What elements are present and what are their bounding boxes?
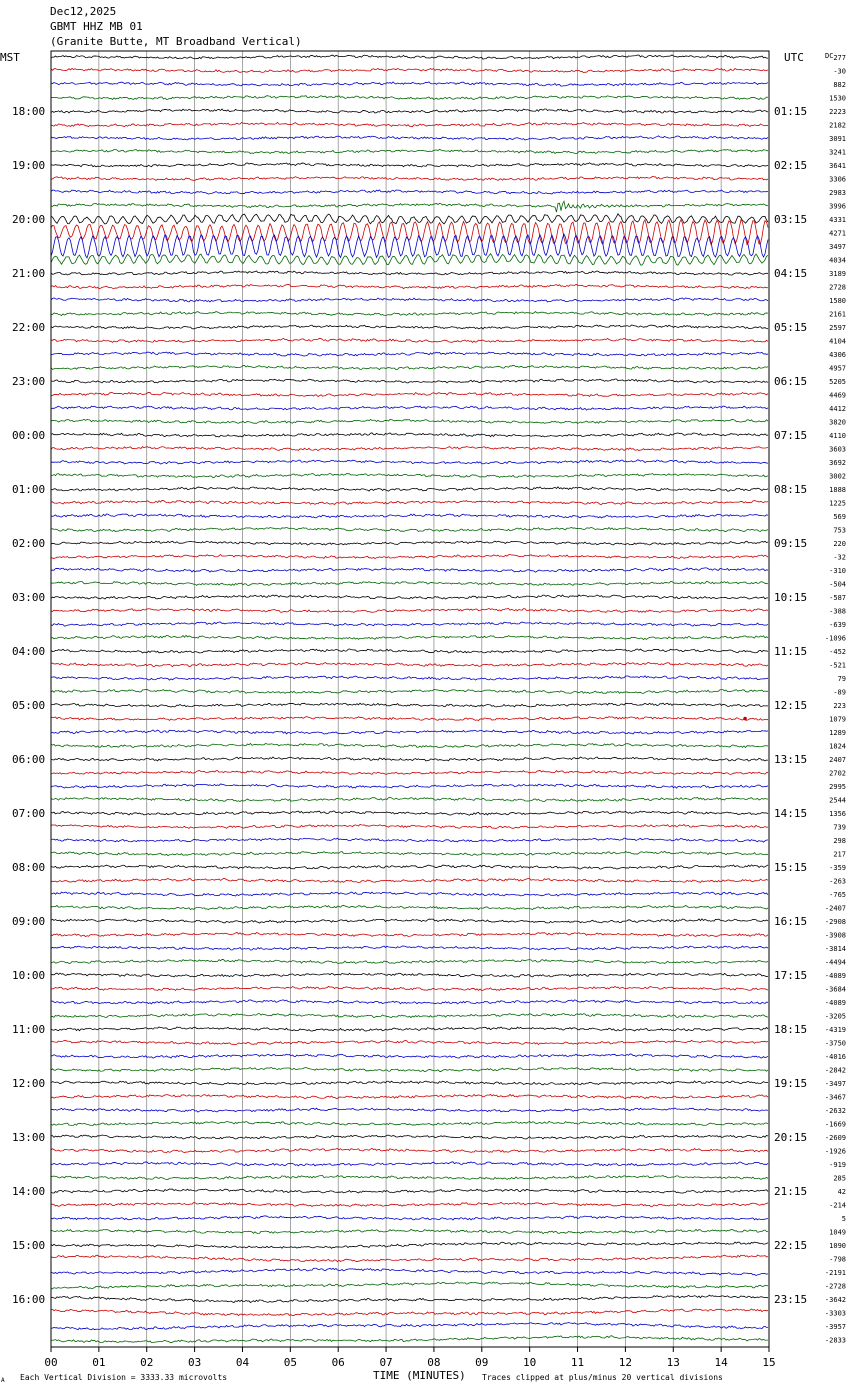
- right-hour-label: 23:15: [774, 1293, 808, 1306]
- division-note: Each Vertical Division = 3333.33 microvolts: [20, 1373, 228, 1382]
- dc-offset-label: 5205: [829, 378, 846, 386]
- trace-64: [51, 919, 768, 923]
- trace-2: [51, 82, 768, 86]
- dc-offset-label: -3957: [824, 1323, 846, 1331]
- trace-8: [51, 163, 768, 167]
- dc-offset-label: -765: [829, 891, 846, 899]
- header-description: (Granite Butte, MT Broadband Vertical): [50, 35, 302, 48]
- trace-73: [51, 1040, 768, 1044]
- trace-62: [51, 892, 768, 896]
- dc-offset-label: 1888: [829, 486, 846, 494]
- x-tick-label-07: 07: [379, 1356, 393, 1369]
- trace-45: [51, 662, 768, 666]
- trace-40: [51, 595, 768, 599]
- right-hour-label: 21:15: [774, 1185, 808, 1198]
- x-tick-label-04: 04: [235, 1356, 250, 1369]
- right-hour-label: 16:15: [774, 915, 808, 928]
- dc-offset-label: 4034: [829, 256, 846, 265]
- left-hour-label: 07:00: [12, 807, 46, 820]
- right-hour-label: 09:15: [774, 537, 808, 550]
- trace-69: [51, 986, 768, 990]
- trace-14: [51, 234, 768, 258]
- dc-offset-label: -919: [829, 1161, 846, 1169]
- x-tick-label-13: 13: [666, 1356, 680, 1369]
- trace-19: [51, 312, 768, 316]
- dc-offset-label: -3684: [824, 985, 846, 994]
- dc-offset-label: -2908: [824, 918, 846, 926]
- left-hour-label: 23:00: [12, 375, 46, 388]
- dc-offset-label: -4016: [824, 1053, 846, 1061]
- dc-offset-label: 4957: [829, 364, 846, 373]
- trace-11: [51, 201, 768, 212]
- right-timezone-label: UTC: [784, 51, 804, 64]
- dc-offset-label: -89: [833, 688, 846, 697]
- left-hour-label: 15:00: [12, 1239, 46, 1252]
- dc-offset-label: 3820: [829, 418, 846, 427]
- trace-92: [51, 1295, 768, 1302]
- left-hour-label: 13:00: [12, 1131, 46, 1144]
- x-tick-label-03: 03: [187, 1356, 202, 1369]
- right-hour-label: 04:15: [774, 267, 808, 280]
- dc-offset-label: -4494: [824, 958, 846, 967]
- dc-offset-label: 3091: [829, 135, 846, 143]
- trace-75: [51, 1068, 768, 1072]
- dc-offset-label: -3642: [824, 1296, 846, 1304]
- trace-87: [51, 1229, 768, 1233]
- left-hour-label: 16:00: [12, 1293, 46, 1306]
- right-hour-label: 11:15: [774, 645, 808, 658]
- right-hour-label: 06:15: [774, 375, 808, 388]
- trace-83: [51, 1175, 768, 1179]
- dc-offset-label: -3497: [824, 1080, 846, 1088]
- dc-offset-label: 2728: [829, 283, 846, 292]
- dc-offset-label: -639: [829, 621, 846, 629]
- dc-label: DC: [825, 52, 834, 60]
- trace-28: [51, 433, 768, 437]
- header-date: Dec12,2025: [50, 5, 117, 18]
- trace-86: [51, 1216, 768, 1220]
- dc-offset-label: 3996: [829, 202, 846, 211]
- trace-77: [51, 1094, 768, 1098]
- x-axis-label: TIME (MINUTES): [373, 1369, 466, 1382]
- dc-offset-label: -2842: [824, 1066, 846, 1075]
- dc-offset-label: 217: [833, 850, 846, 859]
- trace-81: [51, 1148, 768, 1152]
- left-timezone-label: MST: [0, 51, 20, 64]
- dc-offset-label: 569: [833, 513, 846, 521]
- x-tick-label-00: 00: [44, 1356, 58, 1369]
- dc-offset-label: -30: [833, 67, 846, 76]
- dc-offset-label: 1289: [829, 729, 846, 737]
- right-hour-label: 03:15: [774, 213, 808, 226]
- trace-21: [51, 338, 768, 342]
- trace-61: [51, 878, 768, 882]
- dc-offset-label: 2223: [829, 108, 846, 116]
- trace-10: [51, 190, 768, 194]
- dc-offset-label: 2407: [829, 756, 846, 764]
- trace-54: [51, 784, 768, 788]
- dc-offset-label: 4306: [829, 351, 846, 359]
- trace-80: [51, 1135, 768, 1139]
- dc-offset-label: 3603: [829, 445, 846, 454]
- dc-offset-label: 3497: [829, 243, 846, 251]
- right-hour-label: 01:15: [774, 105, 808, 118]
- trace-60: [51, 865, 768, 869]
- trace-72: [51, 1027, 768, 1031]
- trace-47: [51, 689, 768, 693]
- trace-74: [51, 1054, 768, 1058]
- left-hour-label: 21:00: [12, 267, 46, 280]
- trace-17: [51, 284, 768, 288]
- trace-36: [51, 541, 768, 545]
- trace-46: [51, 676, 768, 680]
- trace-23: [51, 365, 768, 369]
- dc-offset-label: 1530: [829, 94, 846, 103]
- right-hour-label: 02:15: [774, 159, 808, 172]
- dc-offset-label: -2609: [824, 1134, 846, 1142]
- trace-71: [51, 1014, 768, 1018]
- trace-89: [51, 1255, 768, 1262]
- dc-offset-label: 3641: [829, 162, 846, 170]
- dc-offset-label: 3692: [829, 459, 846, 467]
- trace-3: [51, 96, 768, 100]
- trace-84: [51, 1189, 768, 1193]
- dc-offset-label: -452: [829, 648, 846, 656]
- dc-offset-label: -4089: [824, 999, 846, 1007]
- event-marker: [743, 717, 747, 721]
- trace-7: [51, 149, 768, 153]
- dc-offset-label: -504: [829, 580, 846, 589]
- trace-44: [51, 649, 768, 653]
- trace-70: [51, 1000, 768, 1004]
- trace-16: [51, 271, 768, 275]
- dc-offset-label: -3467: [824, 1093, 846, 1102]
- dc-offset-label: -3303: [824, 1309, 846, 1318]
- left-hour-label: 03:00: [12, 591, 46, 604]
- x-tick-label-11: 11: [570, 1356, 585, 1369]
- dc-offset-label: 298: [833, 837, 846, 845]
- trace-22: [51, 352, 768, 356]
- dc-offset-label: -1926: [824, 1147, 846, 1156]
- trace-48: [51, 703, 768, 707]
- x-tick-label-09: 09: [475, 1356, 489, 1369]
- left-hour-label: 04:00: [12, 645, 46, 658]
- x-tick-label-12: 12: [618, 1356, 633, 1369]
- right-hour-label: 13:15: [774, 753, 808, 766]
- trace-88: [51, 1242, 768, 1248]
- dc-offset-label: 1079: [829, 715, 846, 724]
- trace-37: [51, 555, 768, 559]
- trace-18: [51, 298, 768, 302]
- trace-39: [51, 581, 768, 585]
- trace-50: [51, 730, 768, 734]
- dc-offset-label: 3189: [829, 270, 846, 278]
- dc-offset-label: 2702: [829, 769, 846, 778]
- dc-offset-label: 4469: [829, 391, 846, 400]
- trace-95: [51, 1336, 768, 1343]
- left-hour-label: 19:00: [12, 159, 46, 172]
- trace-13: [51, 220, 768, 245]
- dc-offset-label: 277: [833, 54, 846, 62]
- left-hour-label: 14:00: [12, 1185, 46, 1198]
- trace-56: [51, 811, 768, 815]
- dc-offset-label: 2597: [829, 324, 846, 332]
- trace-93: [51, 1309, 768, 1316]
- trace-0: [51, 55, 768, 59]
- dc-offset-label: 4412: [829, 405, 846, 413]
- right-hour-label: 20:15: [774, 1131, 808, 1144]
- x-tick-label-01: 01: [92, 1356, 106, 1369]
- dc-offset-label: 2544: [829, 796, 846, 805]
- trace-65: [51, 932, 768, 936]
- trace-43: [51, 635, 768, 639]
- dc-offset-label: 223: [833, 702, 846, 710]
- dc-offset-label: -310: [829, 567, 846, 575]
- dc-offset-label: 1225: [829, 499, 846, 508]
- right-hour-label: 07:15: [774, 429, 808, 442]
- right-hour-label: 15:15: [774, 861, 808, 874]
- dc-offset-label: -2407: [824, 904, 846, 913]
- dc-offset-label: -3750: [824, 1039, 846, 1048]
- dc-offset-label: 1090: [829, 1242, 846, 1250]
- dc-offset-label: 79: [837, 675, 846, 683]
- left-hour-label: 10:00: [12, 969, 46, 982]
- x-tick-label-15: 15: [762, 1356, 776, 1369]
- left-hour-label: 02:00: [12, 537, 46, 550]
- left-hour-label: 01:00: [12, 483, 46, 496]
- trace-35: [51, 527, 768, 531]
- right-hour-label: 10:15: [774, 591, 808, 604]
- dc-offset-label: 3002: [829, 472, 846, 481]
- dc-offset-label: -214: [829, 1201, 846, 1210]
- dc-offset-label: 5: [841, 1215, 846, 1223]
- left-hour-label: 11:00: [12, 1023, 46, 1036]
- dc-offset-label: 739: [833, 823, 846, 832]
- trace-25: [51, 392, 768, 396]
- dc-offset-label: -32: [833, 553, 846, 562]
- left-hour-label: 00:00: [12, 429, 46, 442]
- trace-94: [51, 1322, 768, 1329]
- dc-offset-label: 2182: [829, 121, 846, 130]
- trace-63: [51, 905, 768, 909]
- corner-mark: A: [1, 1377, 5, 1384]
- trace-26: [51, 406, 768, 410]
- trace-79: [51, 1121, 768, 1125]
- trace-9: [51, 176, 768, 180]
- dc-offset-label: -2728: [824, 1282, 846, 1291]
- trace-58: [51, 838, 768, 842]
- trace-30: [51, 460, 768, 464]
- trace-66: [51, 946, 768, 950]
- trace-34: [51, 514, 768, 518]
- trace-31: [51, 473, 768, 477]
- left-hour-label: 06:00: [12, 753, 46, 766]
- trace-55: [51, 797, 768, 801]
- left-hour-label: 20:00: [12, 213, 46, 226]
- dc-offset-label: 3241: [829, 148, 846, 157]
- trace-78: [51, 1108, 768, 1112]
- dc-offset-label: 753: [833, 526, 846, 535]
- left-hour-label: 12:00: [12, 1077, 46, 1090]
- trace-29: [51, 447, 768, 451]
- header-station: GBMT HHZ MB 01: [50, 20, 143, 33]
- x-tick-label-05: 05: [283, 1356, 297, 1369]
- right-hour-label: 18:15: [774, 1023, 808, 1036]
- trace-1: [51, 68, 768, 72]
- dc-offset-label: 1824: [829, 742, 846, 751]
- left-hour-label: 22:00: [12, 321, 46, 334]
- dc-offset-label: 4110: [829, 432, 846, 440]
- dc-offset-label: -2632: [824, 1107, 846, 1115]
- dc-offset-label: 2995: [829, 783, 846, 791]
- dc-offset-label: 2161: [829, 310, 846, 319]
- dc-offset-label: 220: [833, 540, 846, 548]
- dc-offset-label: 4331: [829, 216, 846, 224]
- dc-offset-label: 1580: [829, 297, 846, 305]
- trace-51: [51, 743, 768, 747]
- trace-5: [51, 122, 768, 126]
- left-hour-label: 18:00: [12, 105, 46, 118]
- trace-59: [51, 851, 768, 855]
- dc-offset-label: -359: [829, 864, 846, 872]
- trace-24: [51, 379, 768, 383]
- trace-49: [51, 717, 768, 721]
- dc-offset-label: -2833: [824, 1336, 846, 1345]
- x-tick-label-14: 14: [714, 1356, 728, 1369]
- dc-offset-label: -4319: [824, 1026, 846, 1034]
- right-hour-label: 17:15: [774, 969, 808, 982]
- trace-82: [51, 1162, 768, 1166]
- traces: [51, 55, 768, 1343]
- x-tick-label-02: 02: [140, 1356, 154, 1369]
- x-tick-label-06: 06: [331, 1356, 345, 1369]
- trace-76: [51, 1081, 768, 1085]
- dc-offset-label: -263: [829, 877, 846, 886]
- trace-57: [51, 824, 768, 828]
- dc-offset-label: -3814: [824, 945, 846, 953]
- dc-offset-label: 285: [833, 1174, 846, 1183]
- dc-offset-label: -3908: [824, 931, 846, 940]
- trace-12: [51, 214, 768, 224]
- trace-52: [51, 757, 768, 761]
- dc-offset-label: -521: [829, 661, 846, 670]
- trace-85: [51, 1202, 768, 1206]
- right-hour-label: 05:15: [774, 321, 808, 334]
- dc-offset-label: -2191: [824, 1269, 846, 1277]
- trace-38: [51, 568, 768, 572]
- right-hour-label: 22:15: [774, 1239, 808, 1252]
- trace-67: [51, 959, 768, 963]
- trace-20: [51, 325, 768, 329]
- dc-offset-label: -388: [829, 607, 846, 616]
- trace-27: [51, 419, 768, 423]
- dc-offset-label: -1096: [824, 634, 846, 643]
- trace-4: [51, 109, 768, 113]
- trace-33: [51, 500, 768, 504]
- dc-offset-label: -587: [829, 594, 846, 602]
- trace-53: [51, 770, 768, 774]
- trace-90: [51, 1268, 768, 1275]
- dc-offset-label: 4104: [829, 337, 846, 346]
- x-tick-label-08: 08: [427, 1356, 441, 1369]
- trace-68: [51, 973, 768, 977]
- dc-offset-label: -1669: [824, 1120, 846, 1129]
- dc-offset-label: 882: [833, 81, 846, 89]
- dc-offset-label: 2983: [829, 189, 846, 197]
- trace-42: [51, 622, 768, 626]
- left-hour-label: 08:00: [12, 861, 46, 874]
- dc-offset-label: 4271: [829, 229, 846, 238]
- trace-41: [51, 608, 768, 612]
- dc-offset-label: -3205: [824, 1012, 846, 1021]
- right-hour-label: 12:15: [774, 699, 808, 712]
- trace-6: [51, 136, 768, 140]
- x-tick-label-10: 10: [523, 1356, 537, 1369]
- left-hour-label: 05:00: [12, 699, 46, 712]
- trace-32: [51, 487, 768, 491]
- dc-offset-label: 1049: [829, 1228, 846, 1237]
- right-hour-label: 08:15: [774, 483, 808, 496]
- right-hour-label: 19:15: [774, 1077, 808, 1090]
- trace-91: [51, 1282, 768, 1289]
- dc-offset-label: 42: [837, 1188, 846, 1196]
- clip-note: Traces clipped at plus/minus 20 vertical divisions: [482, 1373, 723, 1382]
- dc-offset-label: 3306: [829, 175, 846, 184]
- dc-offset-label: 1356: [829, 810, 846, 818]
- right-hour-label: 14:15: [774, 807, 808, 820]
- left-hour-label: 09:00: [12, 915, 46, 928]
- dc-offset-label: -798: [829, 1255, 846, 1264]
- dc-offset-label: -4089: [824, 972, 846, 980]
